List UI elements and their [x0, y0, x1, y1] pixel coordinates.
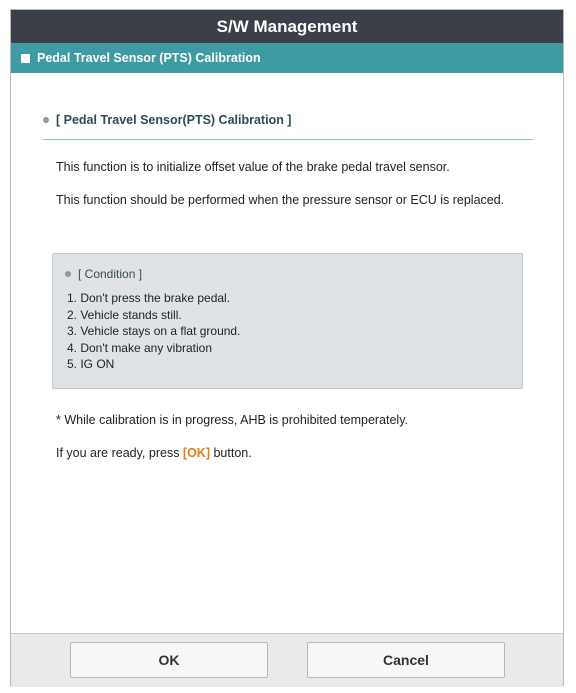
square-bullet-icon	[21, 54, 30, 63]
condition-heading	[65, 267, 142, 281]
ok-button[interactable]: OK	[70, 642, 268, 678]
list-item: 4. Don't make any vibration	[67, 340, 213, 355]
section-divider	[43, 139, 533, 140]
subheader-bar	[11, 43, 563, 73]
ready-prefix: If you are ready, press	[56, 446, 183, 460]
content-area	[11, 73, 563, 633]
list-item: 5. IG ON	[67, 357, 115, 371]
section-heading	[43, 113, 291, 127]
dot-bullet-icon	[65, 271, 71, 277]
condition-list	[67, 290, 240, 373]
dialog-footer	[11, 633, 563, 687]
dot-bullet-icon	[43, 117, 49, 123]
list-item: 3. Vehicle stays on a flat ground.	[67, 324, 241, 338]
sw-management-dialog	[10, 9, 564, 686]
description-paragraph-1: This function is to initialize offset value of the brake pedal travel sensor.	[56, 160, 450, 174]
calibration-note: * While calibration is in progress, AHB is prohibited temperately.	[56, 413, 409, 427]
cancel-button[interactable]: Cancel	[307, 642, 505, 678]
condition-title-text: [ Condition ]	[78, 267, 143, 281]
subheader-title: Pedal Travel Sensor (PTS) Calibration	[37, 51, 261, 65]
dialog-title: S/W Management	[11, 10, 563, 43]
list-item: 2. Vehicle stands still.	[67, 307, 182, 322]
condition-box	[52, 253, 523, 389]
ready-suffix: button.	[210, 446, 252, 460]
ready-instruction	[56, 444, 526, 462]
section-title-text: [ Pedal Travel Sensor(PTS) Calibration ]	[56, 113, 292, 127]
description-paragraph-2: This function should be performed when the pressure sensor or ECU is replaced.	[56, 193, 505, 207]
list-item: 1. Don't press the brake pedal.	[67, 291, 231, 305]
ok-highlight-text: [OK]	[182, 446, 210, 460]
